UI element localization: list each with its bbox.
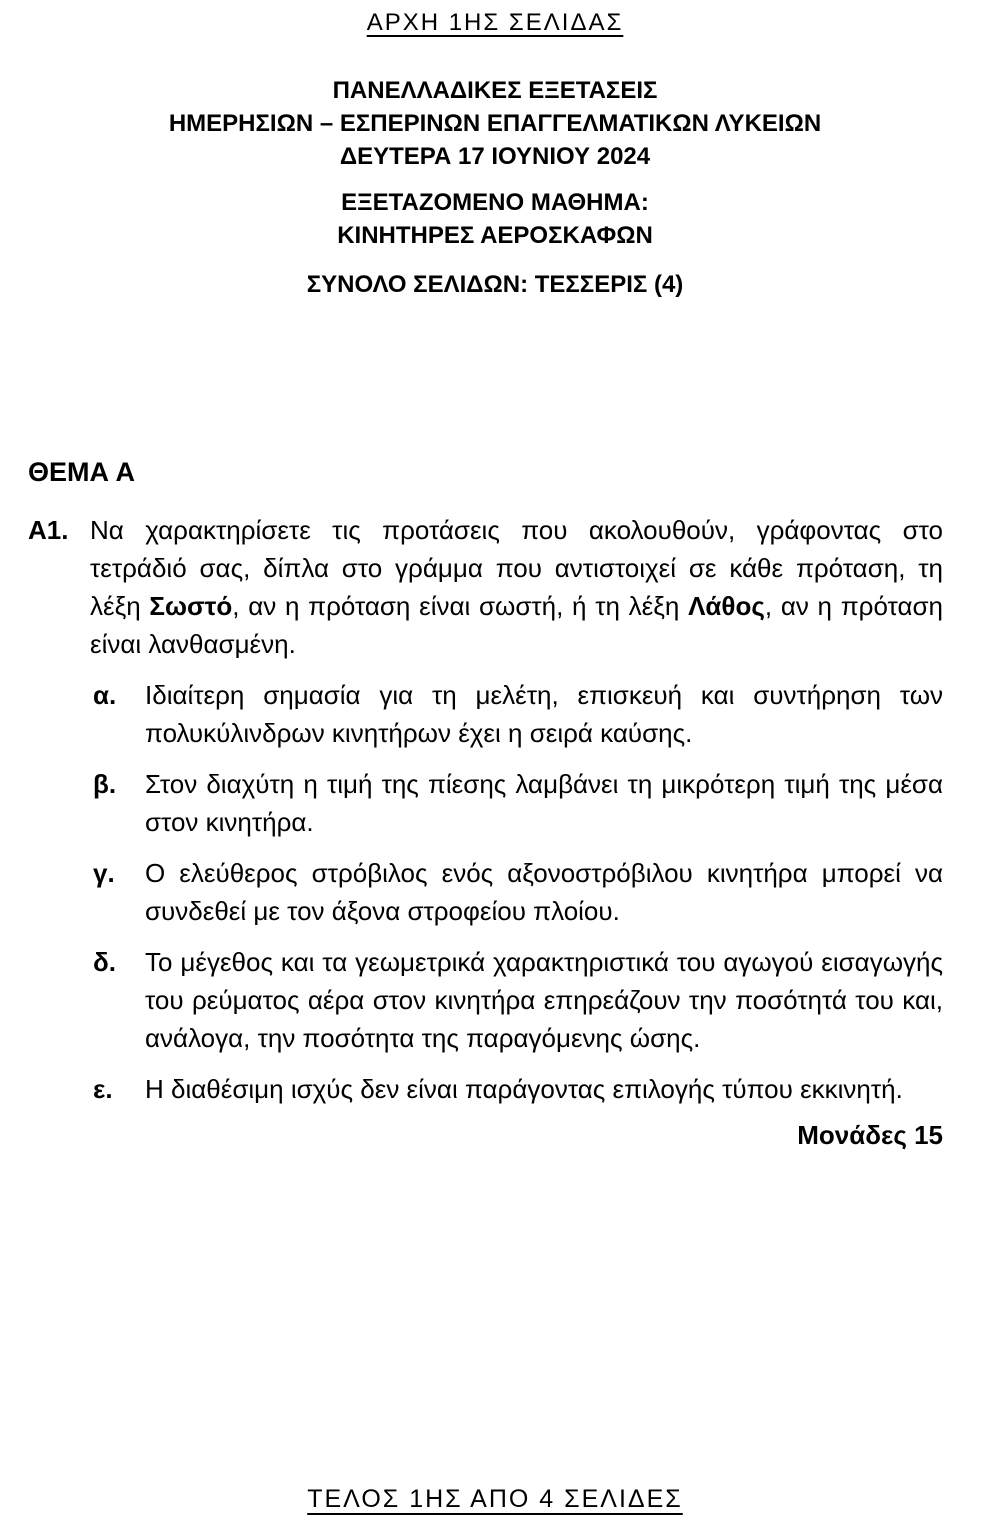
exam-date: ΔΕΥΤΕΡΑ 17 ΙΟΥΝΙΟΥ 2024 — [339, 143, 651, 170]
statement-alpha-text: Ιδιαίτερη σημασία για τη μελέτη, επισκευή και συντήρηση των πολυκύλινδρων κινητήρων έχει η σειρά καύσης. — [145, 680, 943, 748]
question-a1-label: Α1. — [28, 515, 69, 545]
points-a1: Μονάδες 15 — [797, 1120, 943, 1150]
theme-a-title: ΘΕΜΑ Α — [28, 457, 135, 487]
page-end-marker — [0, 1485, 990, 1514]
subject-label: ΕΞΕΤΑΖΟΜΕΝΟ ΜΑΘΗΜΑ: — [341, 189, 649, 216]
a1-intro-part3: , αν η πρόταση είναι λανθασμένη. — [90, 591, 943, 659]
statement-beta — [93, 765, 943, 841]
pages-total: ΣΥΝΟΛΟ ΣΕΛΙΔΩΝ: ΤΕΣΣΕΡΙΣ (4) — [306, 271, 684, 298]
exam-title: ΠΑΝΕΛΛΑΔΙΚΕΣ ΕΞΕΤΑΣΕΙΣ — [332, 77, 658, 104]
statement-alpha-label: α. — [93, 680, 117, 710]
statement-gamma-text: Ο ελεύθερος στρόβιλος ενός αξονοστρόβιλου κινητήρα μπορεί να συνδεθεί με τον άξονα στροφείου πλοίου. — [145, 858, 943, 926]
statement-delta-label: δ. — [93, 947, 116, 977]
statement-beta-text: Στον διαχύτη η τιμή της πίεσης λαμβάνει τη μικρότερη τιμή της μέσα στον κινητήρα. — [145, 769, 943, 837]
a1-keyword-correct: Σωστό — [149, 591, 233, 621]
exam-header — [0, 74, 990, 301]
school-type: ΗΜΕΡΗΣΙΩΝ – ΕΣΠΕΡΙΝΩΝ ΕΠΑΓΓΕΛΜΑΤΙΚΩΝ ΛΥΚΕΙΩΝ — [168, 110, 822, 137]
page-end-text: ΤΕΛΟΣ 1ΗΣ ΑΠΟ 4 ΣΕΛΙΔΕΣ — [307, 1485, 683, 1513]
question-a1 — [28, 511, 943, 663]
statement-delta — [93, 943, 943, 1057]
statement-beta-label: β. — [93, 769, 117, 799]
exam-body — [28, 457, 943, 1151]
statement-epsilon-text: Η διαθέσιμη ισχύς δεν είναι παράγοντας επιλογής τύπου εκκινητή. — [145, 1074, 903, 1104]
subject-name: ΚΙΝΗΤΗΡΕΣ ΑΕΡΟΣΚΑΦΩΝ — [337, 222, 653, 249]
statement-epsilon — [93, 1070, 943, 1108]
page-start-text: ΑΡΧΗ 1ΗΣ ΣΕΛΙΔΑΣ — [366, 9, 624, 36]
statement-epsilon-label: ε. — [93, 1074, 113, 1104]
statement-delta-text: Το μέγεθος και τα γεωμετρικά χαρακτηριστικά του αγωγού εισαγωγής του ρεύματος αέρα στον κινητήρα επηρεάζουν την ποσότητά του και, ανάλογα, την ποσότητα της παραγόμενης ώσης. — [145, 947, 943, 1053]
statement-alpha — [93, 676, 943, 752]
statement-list — [93, 676, 943, 1108]
a1-intro-part2: , αν η πρόταση είναι σωστή, ή τη λέξη — [232, 591, 689, 621]
statement-gamma-label: γ. — [93, 858, 115, 888]
a1-intro-part1: Να χαρακτηρίσετε τις προτάσεις που ακολουθούν, γράφοντας στο τετράδιό σας, δίπλα στο γράμμα που αντιστοιχεί σε κάθε πρόταση, τη λέξη — [90, 515, 943, 621]
a1-keyword-wrong: Λάθος — [688, 591, 765, 621]
question-a1-text — [90, 511, 943, 663]
statement-gamma — [93, 854, 943, 930]
page-start-marker — [0, 0, 990, 37]
